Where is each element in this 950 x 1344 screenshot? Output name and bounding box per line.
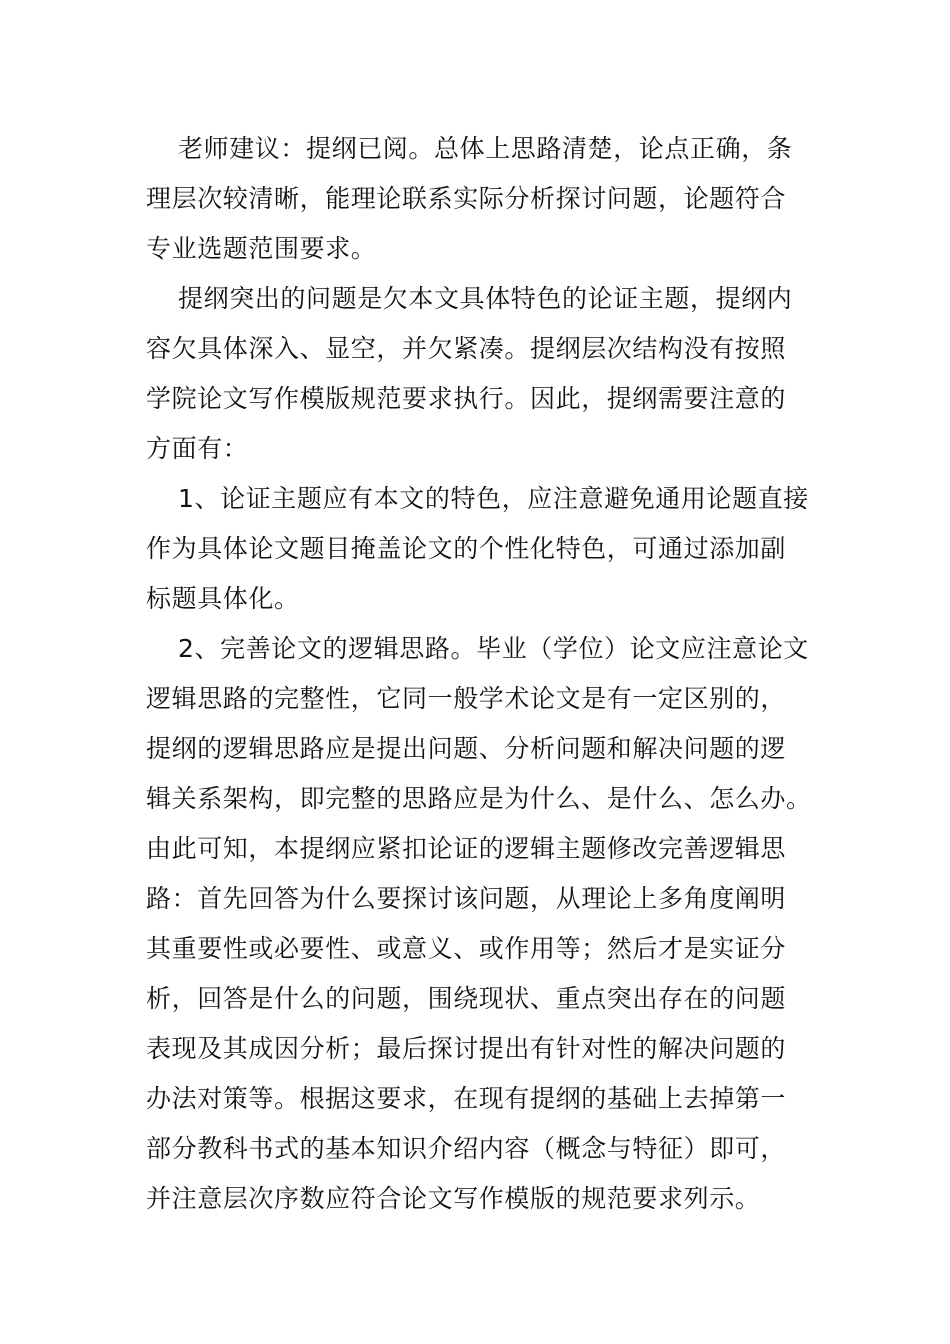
paragraph-line: 标题具体化。	[146, 584, 300, 613]
paragraph-point-2	[146, 624, 810, 1224]
paragraph-line: 学院论文写作模版规范要求执行。因此，提纲需要注意的	[146, 384, 787, 413]
paragraph-line: 其重要性或必要性、或意义、或作用等；然后才是实证分	[146, 934, 787, 963]
paragraph-line: 容欠具体深入、显空，并欠紧凑。提纲层次结构没有按照	[146, 334, 787, 363]
paragraph-teacher-advice	[146, 124, 810, 274]
paragraph-line: 路：首先回答为什么要探讨该问题，从理论上多角度阐明	[146, 884, 787, 913]
paragraph-line: 由此可知，本提纲应紧扣论证的逻辑主题修改完善逻辑思	[146, 834, 787, 863]
paragraph-line: 部分教科书式的基本知识介绍内容（概念与特征）即可，	[146, 1134, 787, 1163]
paragraph-line: 表现及其成因分析；最后探讨提出有针对性的解决问题的	[146, 1034, 787, 1063]
paragraph-line: 方面有：	[146, 434, 249, 463]
paragraph-line: 2、完善论文的逻辑思路。毕业（学位）论文应注意论文	[178, 634, 809, 663]
paragraph-line: 提纲的逻辑思路应是提出问题、分析问题和解决问题的逻	[146, 734, 787, 763]
paragraph-outline-problems	[146, 274, 810, 474]
paragraph-line: 作为具体论文题目掩盖论文的个性化特色，可通过添加副	[146, 534, 787, 563]
paragraph-line: 逻辑思路的完整性，它同一般学术论文是有一定区别的，	[146, 684, 787, 713]
paragraph-line: 办法对策等。根据这要求，在现有提纲的基础上去掉第一	[146, 1084, 787, 1113]
paragraph-line: 老师建议：提纲已阅。总体上思路清楚，论点正确，条	[178, 134, 793, 163]
paragraph-line: 提纲突出的问题是欠本文具体特色的论证主题，提纲内	[178, 284, 793, 313]
paragraph-line: 理层次较清晰，能理论联系实际分析探讨问题，论题符合	[146, 184, 787, 213]
paragraph-line: 辑关系架构，即完整的思路应是为什么、是什么、怎么办。	[146, 784, 812, 813]
paragraph-line: 并注意层次序数应符合论文写作模版的规范要求列示。	[146, 1184, 761, 1213]
paragraph-line: 专业选题范围要求。	[146, 234, 377, 263]
paragraph-point-1	[146, 474, 810, 624]
paragraph-line: 1、论证主题应有本文的特色，应注意避免通用论题直接	[178, 484, 809, 513]
document-body	[146, 124, 810, 1224]
paragraph-line: 析，回答是什么的问题，围绕现状、重点突出存在的问题	[146, 984, 787, 1013]
